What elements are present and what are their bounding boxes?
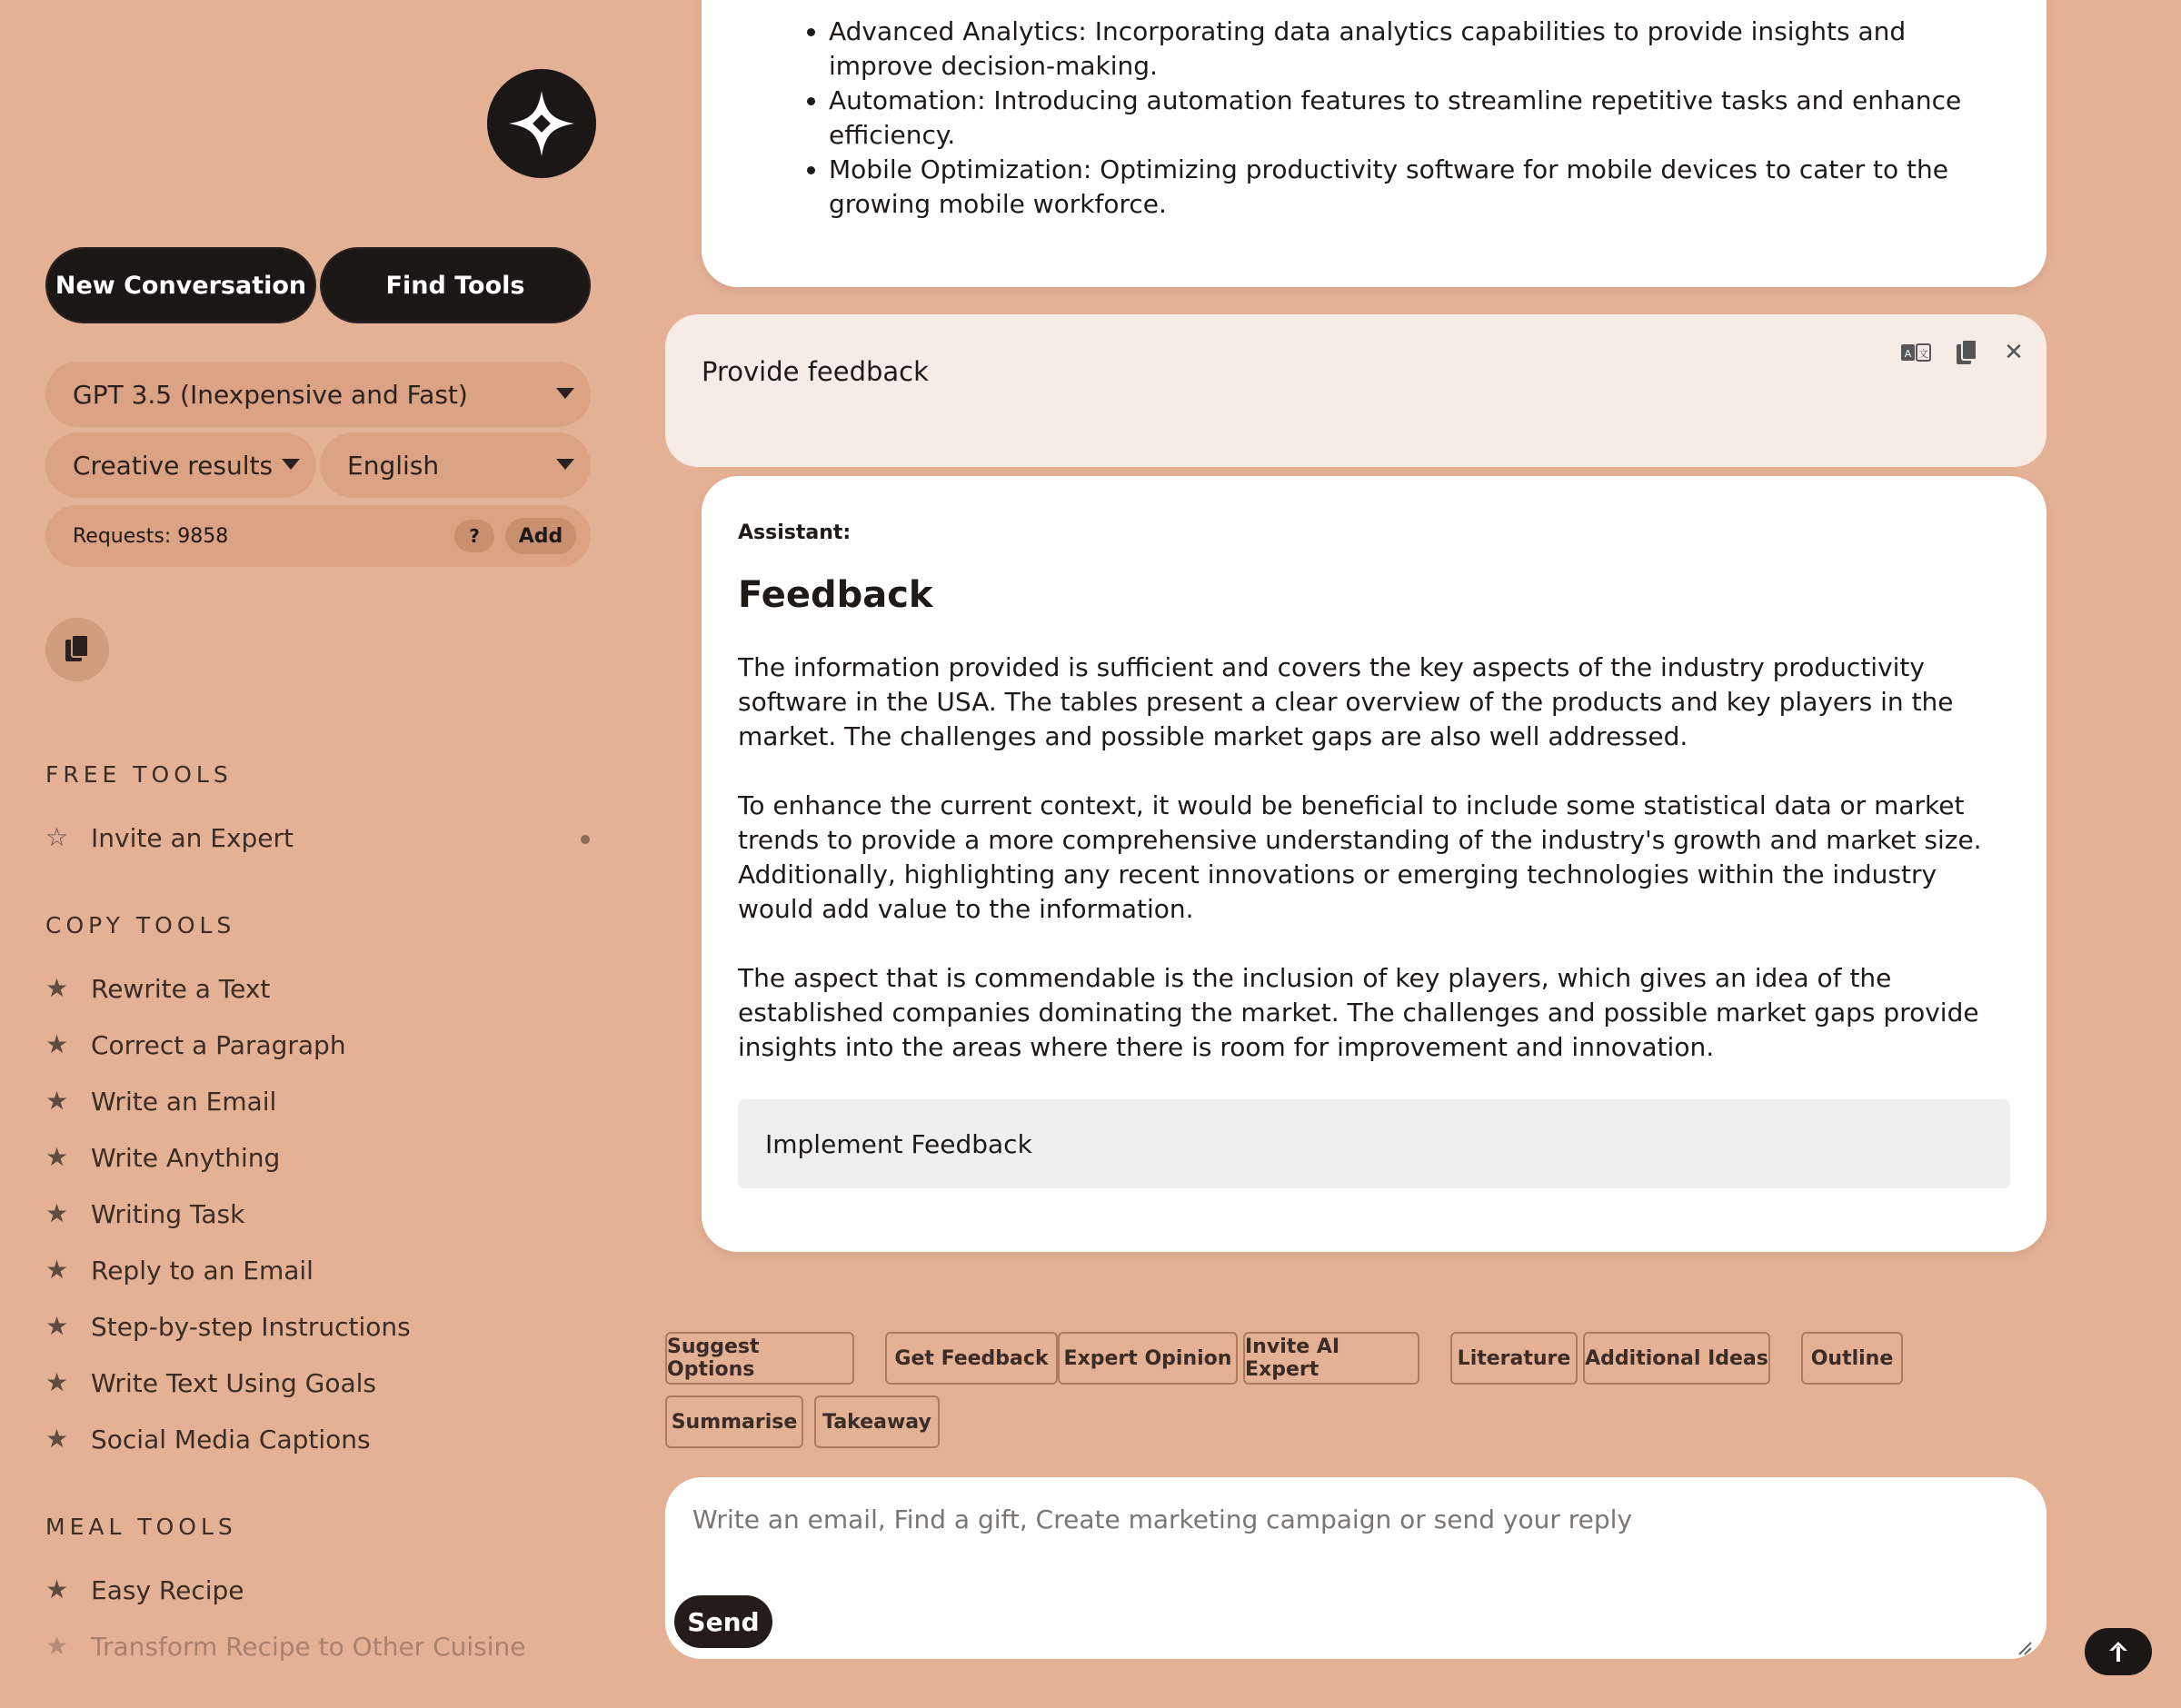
assistant-message	[702, 476, 2047, 1252]
previous-assistant-message	[702, 0, 2047, 287]
star-icon: ★	[45, 1367, 69, 1397]
suggest-options-button[interactable]: Suggest Options	[665, 1332, 854, 1385]
copy-conversation-button[interactable]	[45, 618, 109, 681]
tool-easy-recipe[interactable]	[45, 1572, 244, 1608]
summarise-button[interactable]: Summarise	[665, 1395, 803, 1448]
takeaway-button[interactable]: Takeaway	[814, 1395, 940, 1448]
chevron-down-icon	[282, 459, 300, 470]
model-select[interactable]	[45, 362, 591, 427]
new-conversation-button[interactable]: New Conversation	[45, 247, 316, 323]
invite-ai-expert-button[interactable]: Invite AI Expert	[1243, 1332, 1419, 1385]
chevron-down-icon	[556, 459, 574, 470]
assistant-paragraph: To enhance the current context, it would be beneficial to include some statistical data or market trends to provide a more comprehensive understanding of the industry's growth and market size. Additionally, highlighting any recent innovations or emerging technologies within the industry would add value to the information.	[738, 790, 1982, 924]
tool-label: Write an Email	[91, 1086, 277, 1117]
tool-label: Write Text Using Goals	[91, 1367, 376, 1398]
tool-writing-task[interactable]	[45, 1196, 244, 1232]
mode-select[interactable]	[45, 432, 316, 498]
assistant-paragraph: The information provided is sufficient and covers the key aspects of the industry productivity software in the USA. The tables present a clear overview of the products and key players in the market. The challenges and possible market gaps are also well addressed.	[738, 652, 1954, 751]
tool-step-by-step-instructions[interactable]	[45, 1308, 411, 1345]
get-feedback-button[interactable]: Get Feedback	[885, 1332, 1058, 1385]
star-icon: ★	[45, 1631, 69, 1661]
model-select-value: GPT 3.5 (Inexpensive and Fast)	[73, 379, 468, 410]
bullet-item: • Advanced Analytics: Incorporating data analytics capabilities to provide insights and improve decision-making.	[829, 15, 1992, 84]
requests-counter: Requests: 9858	[45, 505, 591, 567]
tool-rewrite-a-text[interactable]	[45, 970, 270, 1007]
requests-help-button[interactable]: ?	[454, 520, 494, 552]
send-button[interactable]: Send	[674, 1595, 772, 1648]
tool-label: Writing Task	[91, 1198, 245, 1229]
tool-write-text-using-goals[interactable]	[45, 1365, 376, 1401]
resize-handle-icon[interactable]	[2016, 1639, 2032, 1655]
tool-reply-to-an-email[interactable]	[45, 1252, 314, 1288]
language-select-value: English	[347, 450, 440, 481]
section-title-meal-tools: MEAL TOOLS	[45, 1514, 237, 1540]
find-tools-button[interactable]: Find Tools	[320, 247, 591, 323]
requests-add-button[interactable]: Add	[505, 518, 576, 554]
tool-label: Rewrite a Text	[91, 973, 271, 1004]
message-composer[interactable]	[665, 1477, 2047, 1659]
svg-text:文: 文	[1918, 348, 1928, 360]
close-icon[interactable]: ✕	[2004, 339, 2024, 366]
star-icon: ★	[45, 1424, 69, 1454]
star-icon: ★	[45, 1198, 69, 1228]
star-icon: ★	[45, 1574, 69, 1604]
bullet-list	[702, 15, 1992, 222]
logo-sparkle-icon	[487, 69, 596, 178]
bullet-item: • Mobile Optimization: Optimizing productivity software for mobile devices to cater to the growing mobile workforce.	[829, 153, 1992, 222]
user-message	[665, 314, 2047, 467]
tool-label: Transform Recipe to Other Cuisine	[91, 1631, 526, 1662]
star-outline-icon: ☆	[45, 822, 69, 852]
additional-ideas-button[interactable]: Additional Ideas	[1583, 1332, 1770, 1385]
scroll-to-top-button[interactable]	[2085, 1628, 2152, 1675]
tool-write-anything[interactable]	[45, 1139, 280, 1176]
tool-label: Social Media Captions	[91, 1424, 371, 1455]
copy-icon[interactable]	[1950, 336, 1983, 369]
section-title-copy-tools: COPY TOOLS	[45, 912, 236, 938]
tool-label: Easy Recipe	[91, 1574, 244, 1605]
star-icon: ★	[45, 1086, 69, 1116]
assistant-heading: Feedback	[738, 574, 933, 616]
tool-invite-an-expert[interactable]	[45, 819, 294, 856]
star-icon: ★	[45, 1142, 69, 1172]
composer-placeholder: Write an email, Find a gift, Create marketing campaign or send your reply	[692, 1504, 1633, 1534]
mode-select-value: Creative results	[73, 450, 274, 481]
tool-social-media-captions[interactable]	[45, 1421, 371, 1457]
star-icon: ★	[45, 973, 69, 1003]
tool-correct-a-paragraph[interactable]	[45, 1027, 346, 1063]
tool-transform-recipe[interactable]	[45, 1628, 526, 1664]
svg-text:A: A	[1904, 348, 1912, 360]
tool-label: Write Anything	[91, 1142, 281, 1173]
arrow-up-icon	[2106, 1639, 2131, 1664]
star-icon: ★	[45, 1311, 69, 1341]
section-title-free-tools: FREE TOOLS	[45, 761, 233, 788]
language-select[interactable]	[320, 432, 591, 498]
tool-write-an-email[interactable]	[45, 1083, 276, 1119]
status-dot	[581, 835, 590, 844]
translate-icon[interactable]	[1899, 336, 1932, 369]
copy-icon	[64, 634, 91, 665]
chevron-down-icon	[556, 388, 574, 399]
tool-label: Invite an Expert	[91, 822, 294, 853]
bullet-item: • Automation: Introducing automation features to streamline repetitive tasks and enhance efficiency.	[829, 84, 1992, 153]
tool-label: Reply to an Email	[91, 1255, 314, 1286]
literature-button[interactable]: Literature	[1450, 1332, 1578, 1385]
outline-button[interactable]: Outline	[1801, 1332, 1903, 1385]
assistant-label: Assistant:	[738, 521, 851, 544]
user-message-text: Provide feedback	[702, 356, 929, 387]
tool-label: Correct a Paragraph	[91, 1029, 346, 1060]
star-icon: ★	[45, 1029, 69, 1059]
expert-opinion-button[interactable]: Expert Opinion	[1058, 1332, 1238, 1385]
star-icon: ★	[45, 1255, 69, 1285]
implement-feedback-button[interactable]: Implement Feedback	[738, 1099, 2010, 1188]
tool-label: Step-by-step Instructions	[91, 1311, 411, 1342]
assistant-paragraph: The aspect that is commendable is the inclusion of key players, which gives an idea of the established companies dominating the market. The challenges and possible market gaps provide insights into the areas where there is room for improvement and innovation.	[738, 963, 1979, 1062]
